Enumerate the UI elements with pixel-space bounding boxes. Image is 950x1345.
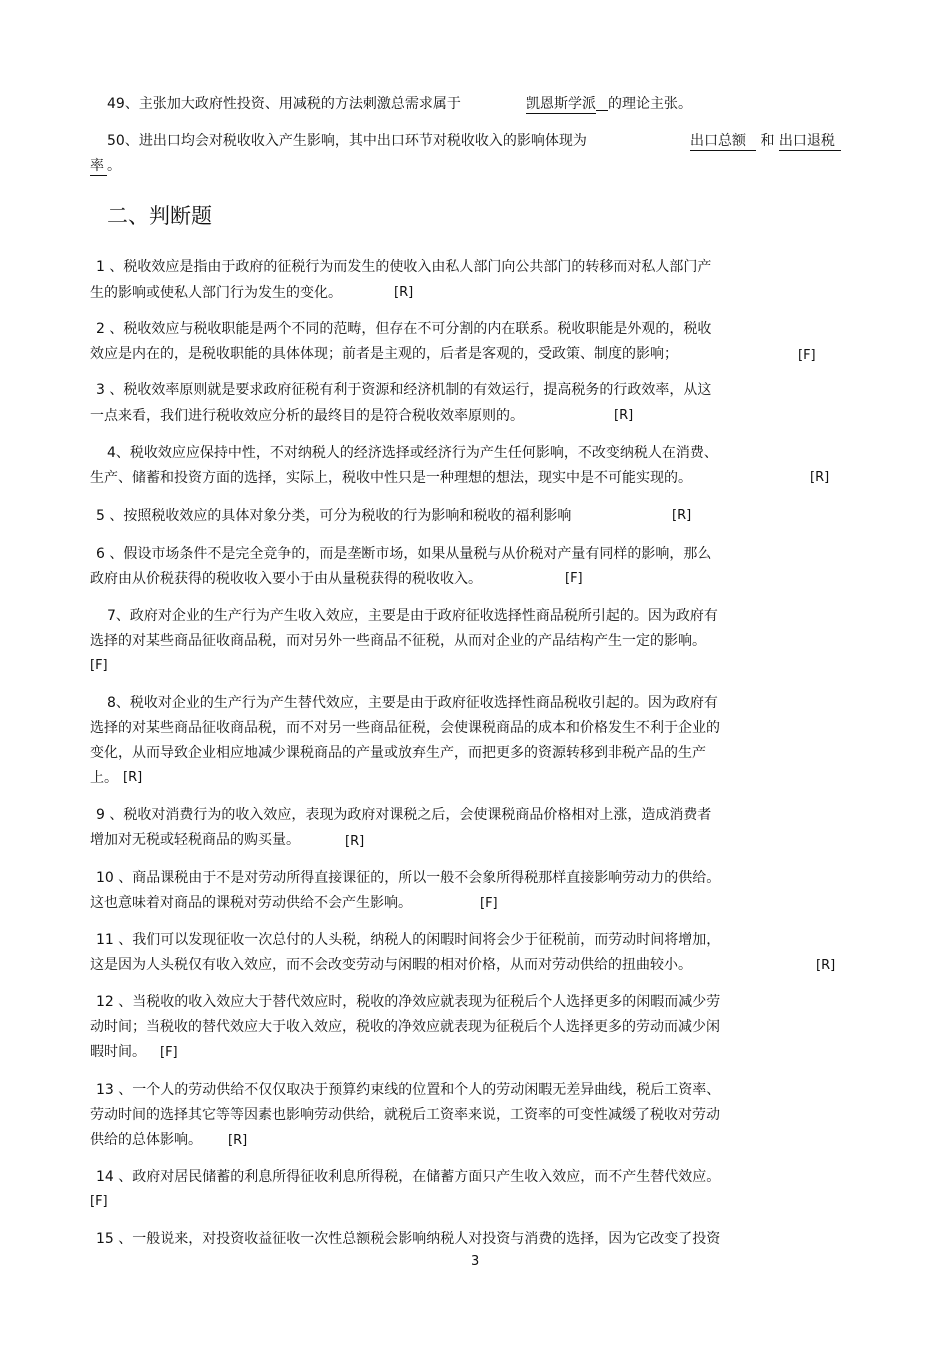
judgment-13-line-3: 供给的总体影响。	[90, 1132, 202, 1148]
judgment-7-line-2: 选择的对某些商品征收商品税，而对另外一些商品不征税，从而对企业的产品结构产生一定的影响。	[90, 633, 706, 649]
page-number: 3	[471, 1254, 480, 1269]
judgment-9-line-1: 9 、税收对消费行为的收入效应，表现为政府对课税之后，会使课税商品价格相对上涨，造成消费者	[96, 807, 712, 823]
judgment-13-line-2: 劳动时间的选择其它等等因素也影响劳动供给，就税后工资率来说，工资率的可变性减缓了税收对劳动	[90, 1107, 720, 1123]
judgment-14-answer: [F]	[90, 1194, 108, 1209]
judgment-6-answer: [F]	[565, 571, 583, 586]
q50-answer-continued	[90, 157, 121, 175]
judgment-2-line-1: 2 、税收效应与税收职能是两个不同的范畴，但存在不可分割的内在联系。税收职能是外观的，税收	[96, 321, 712, 337]
judgment-7-answer: [F]	[90, 658, 108, 673]
judgment-15-line-1: 15 、一般说来，对投资收益征收一次性总额税会影响纳税人对投资与消费的选择，因为它改变了投资	[96, 1231, 721, 1247]
q50-suffix: 。	[107, 158, 121, 174]
judgment-13-answer: [R]	[228, 1133, 248, 1148]
judgment-14-line-1: 14 、政府对居民储蓄的利息所得征收利息所得税，在储蓄方面只产生收入效应，而不产生替代效应。	[96, 1169, 721, 1185]
judgment-12-answer: [F]	[160, 1045, 178, 1060]
judgment-7-line-1: 7、政府对企业的生产行为产生收入效应，主要是由于政府征收选择性商品税所引起的。因为政府有	[107, 608, 718, 624]
q49-answer-wrap	[526, 95, 692, 113]
judgment-6-line-2: 政府由从价税获得的税收收入要小于由从量税获得的税收收入。	[90, 571, 482, 587]
q50-answer2b: 率	[90, 158, 107, 176]
judgment-8-line-3: 变化，从而导致企业相应地减少课税商品的产量或放弃生产，而把更多的资源转移到非税产品的生产	[90, 745, 706, 761]
judgment-11-answer: [R]	[816, 958, 836, 973]
judgment-4-line-1: 4、税收效应应保持中性，不对纳税人的经济选择或经济行为产生任何影响，不改变纳税人在消费、	[107, 445, 718, 461]
judgment-3-answer: [R]	[614, 408, 634, 423]
q50-joiner: 和	[760, 133, 775, 149]
judgment-8-answer: [R]	[123, 770, 143, 785]
judgment-12-line-2: 动时间；当税收的替代效应大于收入效应，税收的净效应就表现为征税后个人选择更多的劳动而减少闲	[90, 1019, 720, 1035]
q50-answer2a: 出口退税	[779, 133, 841, 151]
q49-prefix: 49、主张加大政府性投资、用减税的方法刺激总需求属于	[107, 96, 461, 112]
judgment-13-line-1: 13 、一个人的劳动供给不仅仅取决于预算约束线的位置和个人的劳动闲暇无差异曲线，税后工资率、	[96, 1082, 721, 1098]
judgment-5-answer: [R]	[672, 508, 692, 523]
judgment-5-line-1: 5 、按照税收效应的具体对象分类，可分为税收的行为影响和税收的福利影响	[96, 508, 572, 524]
q49-suffix: 的理论主张。	[608, 96, 692, 112]
fill-in-q50	[107, 132, 587, 150]
judgment-1-line-2: 生的影响或使私人部门行为发生的变化。	[90, 285, 342, 301]
judgment-1-line-1: 1 、税收效应是指由于政府的征税行为而发生的使收入由私人部门向公共部门的转移而对私人部门产	[96, 259, 712, 275]
judgment-12-line-1: 12 、当税收的收入效应大于替代效应时，税收的净效应就表现为征税后个人选择更多的闲暇而减少劳	[96, 994, 721, 1010]
judgment-2-line-2: 效应是内在的，是税收职能的具体体现；前者是主观的，后者是客观的，受政策、制度的影响；	[90, 346, 678, 362]
q50-prefix: 50、进出口均会对税收收入产生影响，其中出口环节对税收收入的影响体现为	[107, 133, 587, 149]
judgment-3-line-2: 一点来看，我们进行税收效应分析的最终目的是符合税收效率原则的。	[90, 408, 524, 424]
judgment-2-answer: [F]	[798, 348, 816, 363]
fill-in-q49	[107, 95, 461, 113]
judgment-8-line-1: 8、税收对企业的生产行为产生替代效应，主要是由于政府征收选择性商品税收引起的。因为政府有	[107, 695, 718, 711]
judgment-11-line-1: 11 、我们可以发现征收一次总付的人头税，纳税人的闲暇时间将会少于征税前，而劳动时间将增加，	[96, 932, 721, 948]
judgment-8-line-2: 选择的对某些商品征收商品税，而不对另一些商品征税，会使课税商品的成本和价格发生不利于企业的	[90, 720, 720, 736]
q49-answer-blank	[596, 95, 608, 111]
judgment-3-line-1: 3 、税收效率原则就是要求政府征税有利于资源和经济机制的有效运行，提高税务的行政效率，从这	[96, 382, 712, 398]
judgment-8-line-4: 上。	[90, 770, 118, 786]
judgment-4-answer: [R]	[810, 470, 830, 485]
section-title: 二、判断题	[107, 204, 212, 228]
judgment-6-line-1: 6 、假设市场条件不是完全竞争的，而是垄断市场，如果从量税与从价税对产量有同样的影响，那么	[96, 546, 712, 562]
q50-answers	[690, 132, 841, 150]
judgment-1-answer: [R]	[394, 285, 414, 300]
judgment-11-line-2: 这是因为人头税仅有收入效应，而不会改变劳动与闲暇的相对价格，从而对劳动供给的扭曲较小。	[90, 957, 692, 973]
judgment-10-line-1: 10 、商品课税由于不是对劳动所得直接课征的，所以一般不会象所得税那样直接影响劳动力的供给。	[96, 870, 721, 886]
q49-answer: 凯恩斯学派	[526, 96, 596, 112]
judgment-9-line-2: 增加对无税或轻税商品的购买量。	[90, 832, 300, 848]
judgment-9-answer: [R]	[345, 834, 365, 849]
judgment-10-line-2: 这也意味着对商品的课税对劳动供给不会产生影响。	[90, 895, 412, 911]
judgment-12-line-3: 暇时间。	[90, 1044, 146, 1060]
q50-answer1: 出口总额	[690, 133, 756, 151]
judgment-4-line-2: 生产、储蓄和投资方面的选择，实际上，税收中性只是一种理想的想法，现实中是不可能实现的。	[90, 470, 692, 486]
judgment-10-answer: [F]	[480, 896, 498, 911]
